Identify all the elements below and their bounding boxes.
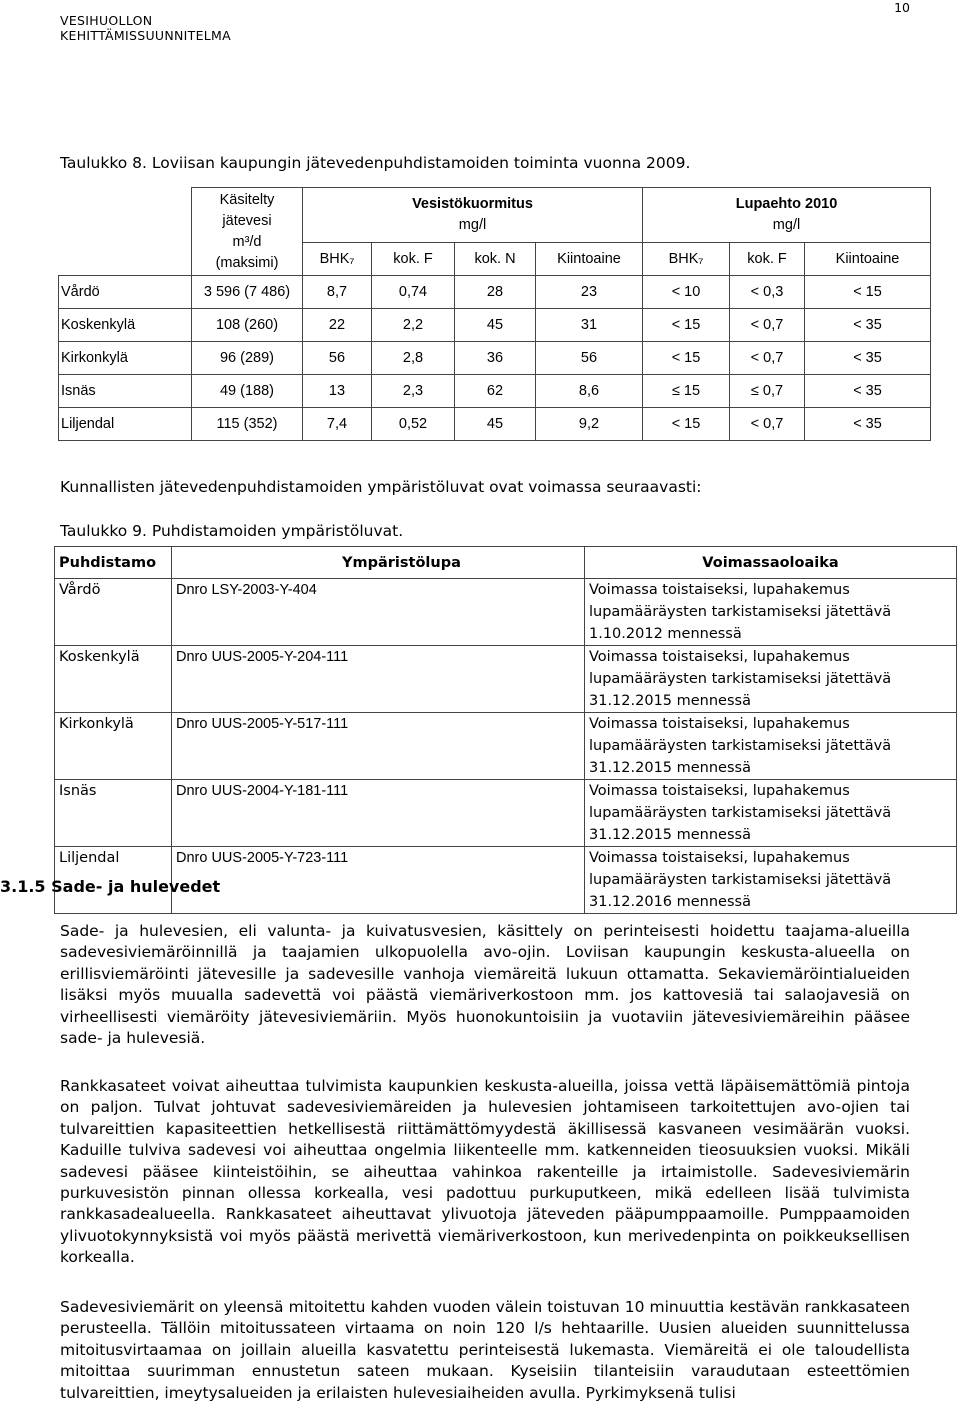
cell: < 15 (643, 408, 730, 441)
plant-name: Vårdö (55, 579, 172, 646)
cell: < 35 (805, 408, 931, 441)
table-row (55, 713, 957, 780)
sub-header: BHK₇ (303, 243, 372, 276)
permit-id: Dnro UUS-2004-Y-181-111 (172, 780, 585, 847)
cell: < 0,7 (730, 408, 805, 441)
table8-caption: Taulukko 8. Loviisan kaupungin jätevedenpuhdistamoiden toiminta vuonna 2009. (60, 154, 691, 172)
cell: < 10 (643, 276, 730, 309)
cell: 36 (455, 342, 536, 375)
cell: < 0,7 (730, 342, 805, 375)
document-header (60, 13, 231, 43)
plant-name: Vårdö (59, 276, 192, 309)
cell: 7,4 (303, 408, 372, 441)
permit-title: Lupaehto 2010 (735, 196, 838, 212)
sub-header: BHK₇ (643, 243, 730, 276)
cell: 2,3 (372, 375, 455, 408)
cell: < 15 (643, 309, 730, 342)
cell: 22 (303, 309, 372, 342)
cell: 9,2 (536, 408, 643, 441)
load-unit: mg/l (458, 217, 487, 233)
col-header-permit: Ympäristölupa (172, 547, 585, 579)
sub-header: kok. F (730, 243, 805, 276)
paragraph: Rankkasateet voivat aiheuttaa tulvimista kaupunkien keskusta-alueilla, joissa vettä läpäisemättömiä pintoja on paljon. Tulvat johtuvat sadevesiviemäreiden ja hulevesien johtamiseen tarkoitettujen avo-ojien tai tulvareittien kapasiteettien hetkellisestä riittämättömyydestä äkillisessä kasvaneen vesimäärän vuoksi. Kaduille tulviva sadevesi voi aiheuttaa ongelmia liikenteelle mm. katkenneiden tieosuuksien vuoksi. Mikäli sadevesi pääsee kiinteistöihin, se aiheuttaa vahinkoa rakenteille ja irtaimistolle. Sadevesiviemärin purkuvesistön pinnan ollessa korkealla, vesi padottuu purkuputkeen, mikä edelleen lisää tulvimista rankkasadealueella. Rankkasateet aiheuttavat ylivuotoja jäteveden pääpumppaamoille. Pumppaamoiden ylivuotokynnyksistä voi myös päästä merivettä viemäriverkostoon, kun merivedenpinta on poikkeuksellisen korkealla. (60, 1077, 910, 1267)
cell: < 35 (805, 375, 931, 408)
cell: 8,7 (303, 276, 372, 309)
permit-header (643, 188, 931, 243)
permits-intro: Kunnallisten jätevedenpuhdistamoiden ympäristöluvat ovat voimassa seuraavasti: (60, 478, 702, 496)
header-line-1: VESIHUOLLON (60, 13, 153, 28)
validity-text: Voimassa toistaiseksi, lupahakemus lupamääräysten tarkistamiseksi jätettävä 31.12.2015 mennessä (585, 780, 957, 847)
cell: ≤ 15 (643, 375, 730, 408)
sub-header: Kiintoaine (805, 243, 931, 276)
table-row (59, 309, 931, 342)
col-header-plant: Puhdistamo (55, 547, 172, 579)
paragraph: Sade- ja hulevesien, eli valunta- ja kuivatusvesien, käsittely on perinteisesti hoidettu taajama-alueilla sadevesiviemäröinnillä ja taajamien ulkopuolella avo-ojin. Loviisan kaupungin keskusta-alueella on erillisviemäröinti jätevesille ja sadevesille vanhoja viemäreitä lukuun ottamatta. Sekaviemäröintialueiden lisäksi myös muualla sadevettä voi päästä viemäriverkostoon mm. jos kattovesiä tai salaojavesiä on virheellisesti viemäröity jätevesiviemäriin. Myös huonokuntoisiin ja vuotaviin jätevesiviemäreihin pääsee sade- ja hulevesiä. (60, 922, 910, 1048)
corner-cell (59, 188, 192, 276)
cell: < 35 (805, 309, 931, 342)
plant-name: Liljendal (55, 847, 172, 914)
table-row (59, 276, 931, 309)
cell: 96 (289) (192, 342, 303, 375)
treatment-plants-table (58, 187, 931, 441)
cell: ≤ 0,7 (730, 375, 805, 408)
table-row (59, 342, 931, 375)
permit-unit: mg/l (772, 217, 801, 233)
load-title: Vesistökuormitus (412, 196, 533, 212)
section-heading: 3.1.5 Sade- ja hulevedet (0, 877, 221, 896)
cell: 2,8 (372, 342, 455, 375)
table-row (59, 375, 931, 408)
treated-line-1: Käsitelty (219, 191, 275, 208)
cell: 31 (536, 309, 643, 342)
table-row (55, 780, 957, 847)
cell: 28 (455, 276, 536, 309)
table-row (55, 579, 957, 646)
treated-line-4: (maksimi) (215, 254, 279, 271)
table-row (55, 646, 957, 713)
sub-header: Kiintoaine (536, 243, 643, 276)
treated-line-2: jätevesi (222, 212, 272, 229)
cell: 56 (303, 342, 372, 375)
plant-name: Liljendal (59, 408, 192, 441)
cell: < 0,3 (730, 276, 805, 309)
cell: < 35 (805, 342, 931, 375)
cell: < 0,7 (730, 309, 805, 342)
cell: 8,6 (536, 375, 643, 408)
cell: 49 (188) (192, 375, 303, 408)
cell: 56 (536, 342, 643, 375)
permits-table (54, 546, 957, 914)
paragraph: Sadevesiviemärit on yleensä mitoitettu kahden vuoden välein toistuvan 10 minuuttia kestävän rankkasateen perusteella. Tällöin mitoitussateen virtaama on noin 120 l/s hehtaarille. Uusien alueiden suunnittelussa mitoitusvirtaamaa on joillain alueilla kasvatettu perinteisestä lukemasta. Viemäreitä ei ole taloudellista mitoittaa suurimman ennustetun sateen mukaan. Kyseisiin tilanteisiin varaudutaan esteettömien tulvareittien, imeytysalueiden ja erilaisten hulevesiaiheiden avulla. Pyrkimyksenä tulisi (60, 1298, 910, 1402)
plant-name: Isnäs (59, 375, 192, 408)
treated-volume-header (192, 188, 303, 276)
header-line-2: KEHITTÄMISSUUNNITELMA (60, 28, 231, 43)
cell: 3 596 (7 486) (192, 276, 303, 309)
sub-header: kok. F (372, 243, 455, 276)
cell: 108 (260) (192, 309, 303, 342)
cell: 45 (455, 408, 536, 441)
page-number: 10 (894, 0, 910, 15)
validity-text: Voimassa toistaiseksi, lupahakemus lupamääräysten tarkistamiseksi jätettävä 31.12.2015 mennessä (585, 713, 957, 780)
permit-id: Dnro UUS-2005-Y-723-111 (172, 847, 585, 914)
table-row (59, 408, 931, 441)
cell: 23 (536, 276, 643, 309)
table9-caption: Taulukko 9. Puhdistamoiden ympäristöluvat. (60, 522, 404, 540)
plant-name: Koskenkylä (55, 646, 172, 713)
plant-name: Kirkonkylä (55, 713, 172, 780)
validity-text: Voimassa toistaiseksi, lupahakemus lupamääräysten tarkistamiseksi jätettävä 1.10.2012 mennessä (585, 579, 957, 646)
cell: < 15 (643, 342, 730, 375)
permit-id: Dnro UUS-2005-Y-204-111 (172, 646, 585, 713)
cell: 13 (303, 375, 372, 408)
validity-text: Voimassa toistaiseksi, lupahakemus lupamääräysten tarkistamiseksi jätettävä 31.12.2016 mennessä (585, 847, 957, 914)
cell: 62 (455, 375, 536, 408)
cell: 45 (455, 309, 536, 342)
cell: 2,2 (372, 309, 455, 342)
permit-id: Dnro UUS-2005-Y-517-111 (172, 713, 585, 780)
col-header-validity: Voimassaoloaika (585, 547, 957, 579)
cell: 0,52 (372, 408, 455, 441)
cell: < 15 (805, 276, 931, 309)
cell: 115 (352) (192, 408, 303, 441)
sub-header: kok. N (455, 243, 536, 276)
validity-text: Voimassa toistaiseksi, lupahakemus lupamääräysten tarkistamiseksi jätettävä 31.12.2015 mennessä (585, 646, 957, 713)
plant-name: Isnäs (55, 780, 172, 847)
plant-name: Koskenkylä (59, 309, 192, 342)
permit-id: Dnro LSY-2003-Y-404 (172, 579, 585, 646)
treated-line-3: m³/d (232, 233, 262, 250)
load-header (303, 188, 643, 243)
plant-name: Kirkonkylä (59, 342, 192, 375)
cell: 0,74 (372, 276, 455, 309)
